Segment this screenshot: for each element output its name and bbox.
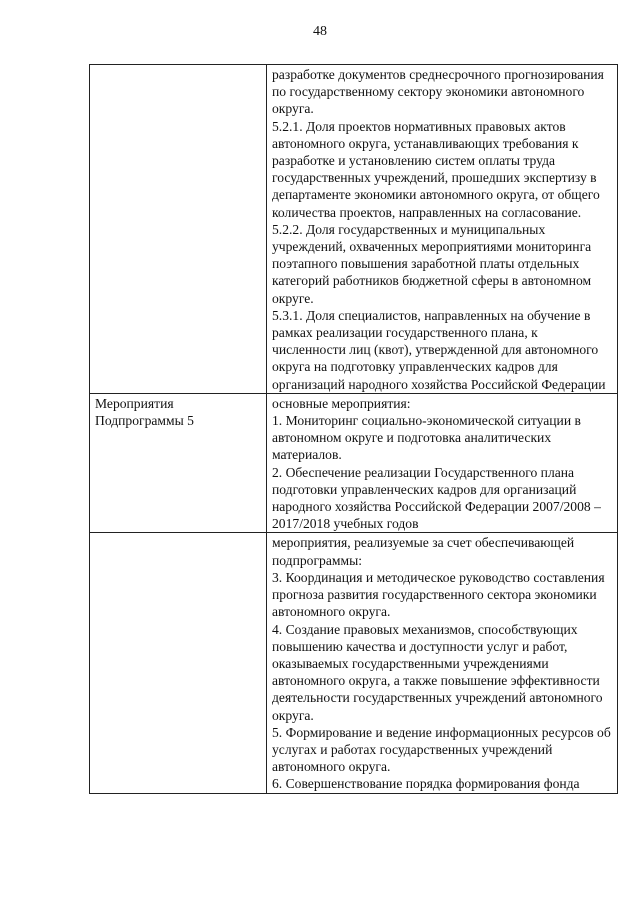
- measure-paragraph: 6. Совершенствование порядка формирования фонда: [272, 776, 580, 792]
- measure-paragraph: мероприятия, реализуемые за счет обеспечивающей подпрограммы:: [272, 535, 575, 568]
- measure-paragraph: основные мероприятия:: [272, 395, 411, 411]
- program-table: [89, 64, 618, 794]
- indicator-paragraph: 5.3.1. Доля специалистов, направленных на обучение в рамках реализации государственного плана, к численности лиц (квот), утвержденной для автономного округа на подготовку управленческих кадров для организаций народного хозяйства Российской Федерации: [272, 307, 606, 392]
- measure-paragraph: 4. Создание правовых механизмов, способствующих повышению качества и доступности услуг и работ, оказываемых государственными учреждениями автономного округа, а также повышение эффективности деятельности государственных учреждений автономного округа.: [272, 621, 603, 723]
- table-cell-left: [90, 533, 267, 793]
- table-cell-right: [267, 393, 618, 533]
- table-cell-left: [90, 65, 267, 394]
- table-cell-left: Мероприятия Подпрограммы 5: [90, 393, 267, 533]
- table-row: [90, 533, 618, 793]
- measure-paragraph: 3. Координация и методическое руководство составления прогноза развития государственного сектора экономики автономного округа.: [272, 569, 605, 620]
- indicator-paragraph: 5.2.1. Доля проектов нормативных правовых актов автономного округа, устанавливающих требования к разработке и установлению систем оплаты труда государственных учреждений, прошедших экспертизу в департаменте экономики автономного округа, от общего количества проектов, направленных на согласование.: [272, 118, 600, 220]
- measure-paragraph: 5. Формирование и ведение информационных ресурсов об услугах и работах государственных учреждений автономного округа.: [272, 724, 611, 775]
- table-row: [90, 393, 618, 533]
- table-cell-right: [267, 533, 618, 793]
- indicator-paragraph: 5.2.2. Доля государственных и муниципальных учреждений, охваченных мероприятиями мониторинга поэтапного повышения заработной платы отдельных категорий работников бюджетной сферы в автономном округе.: [272, 221, 592, 306]
- measure-paragraph: 1. Мониторинг социально-экономической ситуации в автономном округе и подготовка аналитических материалов.: [272, 413, 581, 463]
- indicator-paragraph: разработке документов среднесрочного прогнозирования по государственному сектору экономики автономного округа.: [272, 67, 604, 117]
- measure-paragraph: 2. Обеспечение реализации Государственного плана подготовки управленческих кадров для организаций народного хозяйства Российской Федерации 2007/2008 – 2017/2018 учебных годов: [272, 464, 601, 532]
- table-cell-right: [267, 65, 618, 394]
- page-number: 48: [313, 24, 327, 39]
- table-row: [90, 65, 618, 394]
